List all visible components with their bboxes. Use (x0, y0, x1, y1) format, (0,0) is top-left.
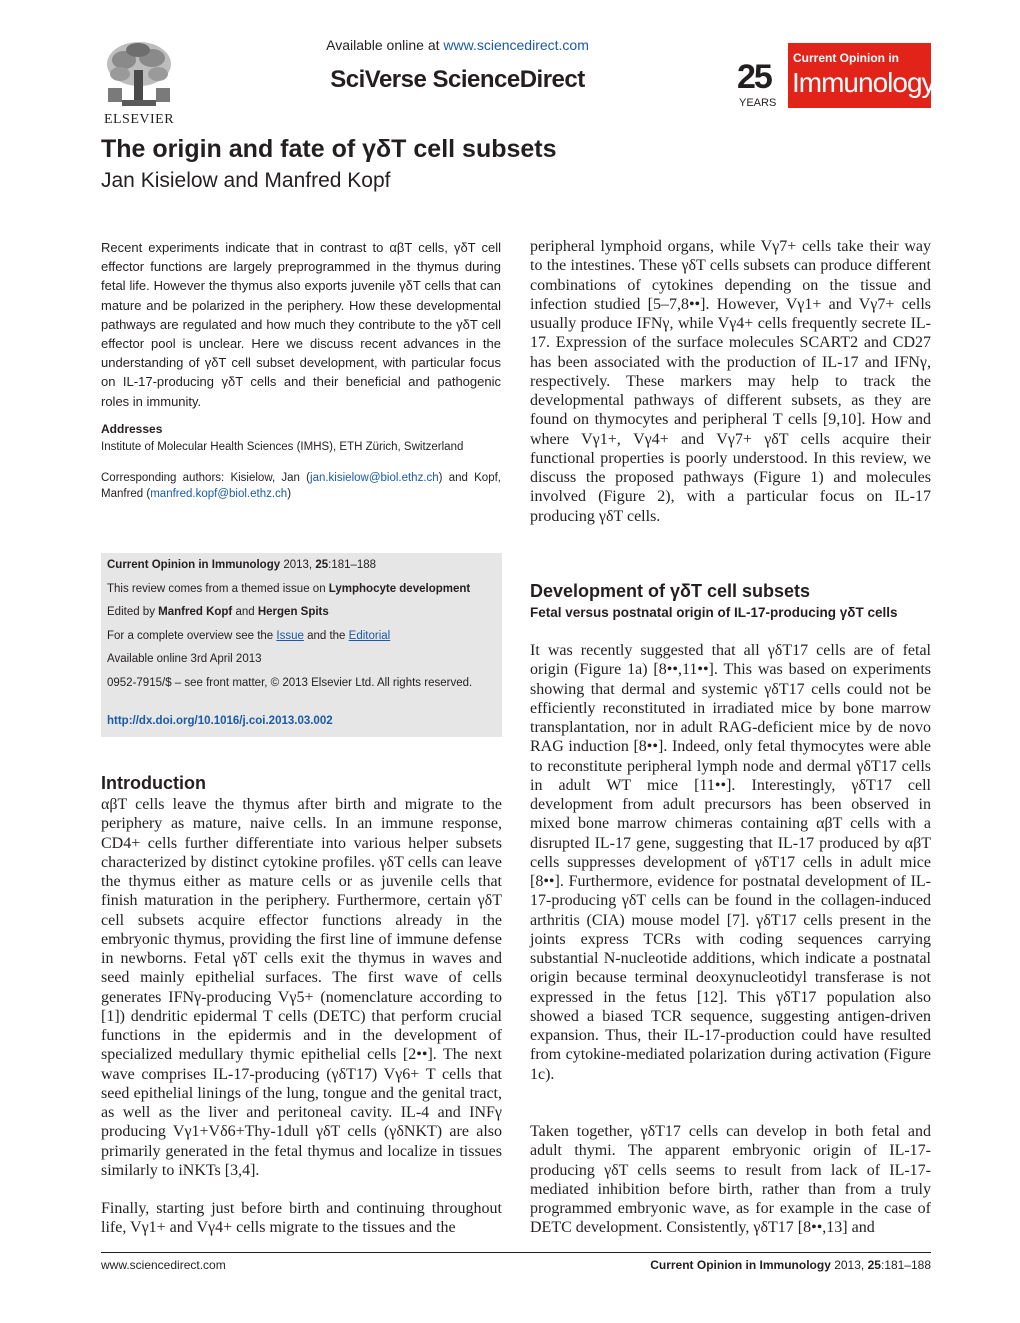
available-prefix: Available online at (326, 37, 444, 53)
footer-url[interactable]: www.sciencedirect.com (101, 1258, 226, 1272)
introduction-heading: Introduction (101, 773, 206, 793)
overview-and: and the (303, 629, 349, 642)
theme-line (107, 581, 496, 605)
footer-journal: Current Opinion in Immunology (650, 1258, 831, 1272)
introduction-paragraph-1: αβT cells leave the thymus after birth and migrate to the periphery as mature, naive cells. In an immune response, CD4+ cells further differentiate into various helper subsets characterized by distinct cytokine profiles. γδT cells can leave the thymus either as mature cells or as juvenile cells that finish maturation in the periphery. Furthermore, certain γδT cell subsets acquire effector functions already in the embryonic thymus, providing the first line of immune defense in newborns. Fetal γδT cells exit the thymus in waves and seed mainly epithelial surfaces. The first wave of cells generates IFNγ-producing Vγ5+ (nomenclature according to [1]) dendritic epidermal T cells (DETC) that perform crucial functions in the epidermis and in the development of specialized medullary thymic epithelial cells [2••]. The next wave comprises IL-17-producing (γδT17) Vγ6+ T cells that seed epithelial linings of the lung, tongue and the genital tract, as well as the liver and peritoneal cavity. IL-4 and INFγ producing Vγ1+Vδ6+Thy-1dull γδT cells (γδNKT) are also primarily generated in the fetal thymus and localize in tissues similarly to iNKTs [3,4]. (101, 796, 502, 1179)
elsevier-tree-icon (100, 38, 178, 110)
editors-line (107, 604, 496, 628)
edited-prefix: Edited by (107, 606, 159, 618)
publisher-name: ELSEVIER (103, 112, 175, 127)
article-info-box (101, 553, 502, 737)
corresponding-suffix: ) (287, 488, 292, 501)
years-badge (735, 52, 785, 108)
platform-name: SciVerse ScienceDirect (330, 66, 585, 93)
article-title: The origin and fate of γδT cell subsets (101, 135, 557, 163)
email-link-kopf[interactable]: manfred.kopf@biol.ethz.ch (150, 488, 288, 501)
available-online (300, 37, 615, 53)
citation-volume: 25 (315, 559, 329, 571)
citation-pages: :181–188 (328, 559, 377, 571)
available-online-date: Available online 3rd April 2013 (107, 653, 262, 665)
development-subheading: Fetal versus postnatal origin of IL-17-producing γδT cells (530, 605, 898, 620)
abstract-block (101, 238, 501, 502)
citation-journal: Current Opinion in Immunology (107, 559, 281, 571)
theme-prefix: This review comes from a themed issue on (107, 582, 329, 595)
addresses-heading: Addresses (101, 421, 163, 436)
overview-line (107, 628, 496, 652)
development-paragraph-2: Taken together, γδT17 cells can develop in both fetal and adult thymi. The apparent embryonic origin of IL-17-producing γδT cells seems to result from lack of IL-17-mediated inhibition before birth, rather than from a truly programmed embryonic wave, as for example in the case of DETC development. Consistently, γδT17 [8••,13] and (530, 1123, 931, 1237)
editor-kopf: Manfred Kopf (158, 606, 233, 618)
article-authors: Jan Kisielow and Manfred Kopf (101, 169, 391, 192)
sciencedirect-link[interactable]: www.sciencedirect.com (443, 37, 589, 53)
footer-year: 2013, (830, 1258, 868, 1272)
journal-name: Immunology (792, 67, 935, 98)
development-paragraph-1: It was recently suggested that all γδT17 cells are of fetal origin (Figure 1a) [8••,11••]. This was based on experiments showing that dermal and systemic γδT17 cells could not be efficiently reconstituted in irradiated mice by bone marrow transplantation, nor in adult RAG-deficient mice by de novo RAG induction [8••]. Indeed, only fetal thymocytes were able to reconstitute peripheral lymph node and dermal γδT17 cells in adult WT mice [11••]. Interestingly, γδT17 cell development from adult precursors has been observed in mixed bone marrow chimeras containing αβT cells with a disrupted IL-17 gene, suggesting that IL-17 produced by αβT cells suppresses development of γδT17 cells in adult mice [8••]. Furthermore, evidence for postnatal development of IL-17-producing γδT cells can be found in the collagen-induced arthritis (CIA) mouse model [7]. γδT17 cells present in the joints express TCRs with coding sequences carrying substantial N-nucleotide additions, which indicate a postnatal origin because terminal deoxynucleotidyl transferase is not expressed in the fetus [12]. This γδT17 population also showed a biased TCR sequence, suggesting antigen-driven expansion. Thus, their IL-17-production could have resulted from cytokine-mediated polarization during activation (Figure 1c). (530, 642, 931, 1083)
right-column-paragraph-1: peripheral lymphoid organs, while Vγ7+ cells take their way to the intestines. These γδT cells subsets can produce different combinations of cytokines depending on the tissue and infection studied [5–7,8••]. However, Vγ1+ and Vγ7+ cells usually produce IFNγ, while Vγ4+ cells frequently secrete IL-17. Expression of the surface molecules SCART2 and CD27 has been associated with the production of IL-17 and IFNγ, respectively. These markers may help to track the developmental pathways of different subsets, as they are found on thymocytes and peripheral T cells [9,10]. How and where Vγ1+, Vγ4+ and Vγ7+ γδT cells acquire their functional properties is poorly understood. In this review, we discuss the proposed pathways (Figure 1) and molecules involved (Figure 2), with a particular focus on IL-17 producing γδT cells. (530, 238, 931, 525)
introduction-paragraph-2: Finally, starting just before birth and continuing throughout life, Vγ1+ and Vγ4+ cells migrate to the tissues and the (101, 1200, 502, 1237)
corresponding-authors (101, 470, 501, 502)
footer-citation (650, 1258, 931, 1272)
development-heading: Development of γδT cell subsets (530, 581, 810, 601)
years-number: 25 (737, 58, 771, 96)
theme-name: Lymphocyte development (328, 582, 471, 595)
citation-year: 2013, (280, 559, 316, 571)
issue-link[interactable]: Issue (276, 629, 304, 642)
corresponding-mid: ) and Kopf, Manfred ( (101, 472, 501, 501)
journal-series: Current Opinion in (793, 51, 899, 65)
elsevier-logo (100, 38, 178, 130)
corresponding-prefix: Corresponding authors: Kisielow, Jan ( (101, 472, 311, 485)
editor-spits: Hergen Spits (257, 606, 329, 618)
edited-and: and (232, 606, 258, 618)
copyright-line: 0952-7915/$ – see front matter, © 2013 Elsevier Ltd. All rights reserved. (107, 676, 473, 689)
footer-divider (101, 1252, 931, 1253)
editorial-link[interactable]: Editorial (348, 629, 391, 642)
doi-link[interactable]: http://dx.doi.org/10.1016/j.coi.2013.03.002 (107, 714, 333, 727)
institution: Institute of Molecular Health Sciences (IMHS), ETH Zürich, Switzerland (101, 441, 464, 454)
footer-volume: 25 (867, 1258, 881, 1272)
overview-prefix: For a complete overview see the (107, 629, 277, 642)
abstract-text: Recent experiments indicate that in contrast to αβT cells, γδT cell effector functions are largely preprogrammed in the thymus during fetal life. However the thymus also exports juvenile γδT cells that can mature and be polarized in the periphery. How these developmental pathways are regulated and how much they contribute to the γδT cell effector pool is unclear. Here we discuss recent advances in the understanding of γδT cell subset development, with particular focus on IL-17-producing γδT cells and their beneficial and pathogenic roles in immunity. (101, 240, 501, 409)
footer-pages: :181–188 (880, 1258, 931, 1272)
journal-logo (735, 43, 935, 109)
email-link-kisielow[interactable]: jan.kisielow@biol.ethz.ch (310, 472, 439, 485)
journal-banner (788, 43, 935, 108)
years-label: YEARS (739, 97, 777, 109)
citation-line (107, 557, 496, 581)
